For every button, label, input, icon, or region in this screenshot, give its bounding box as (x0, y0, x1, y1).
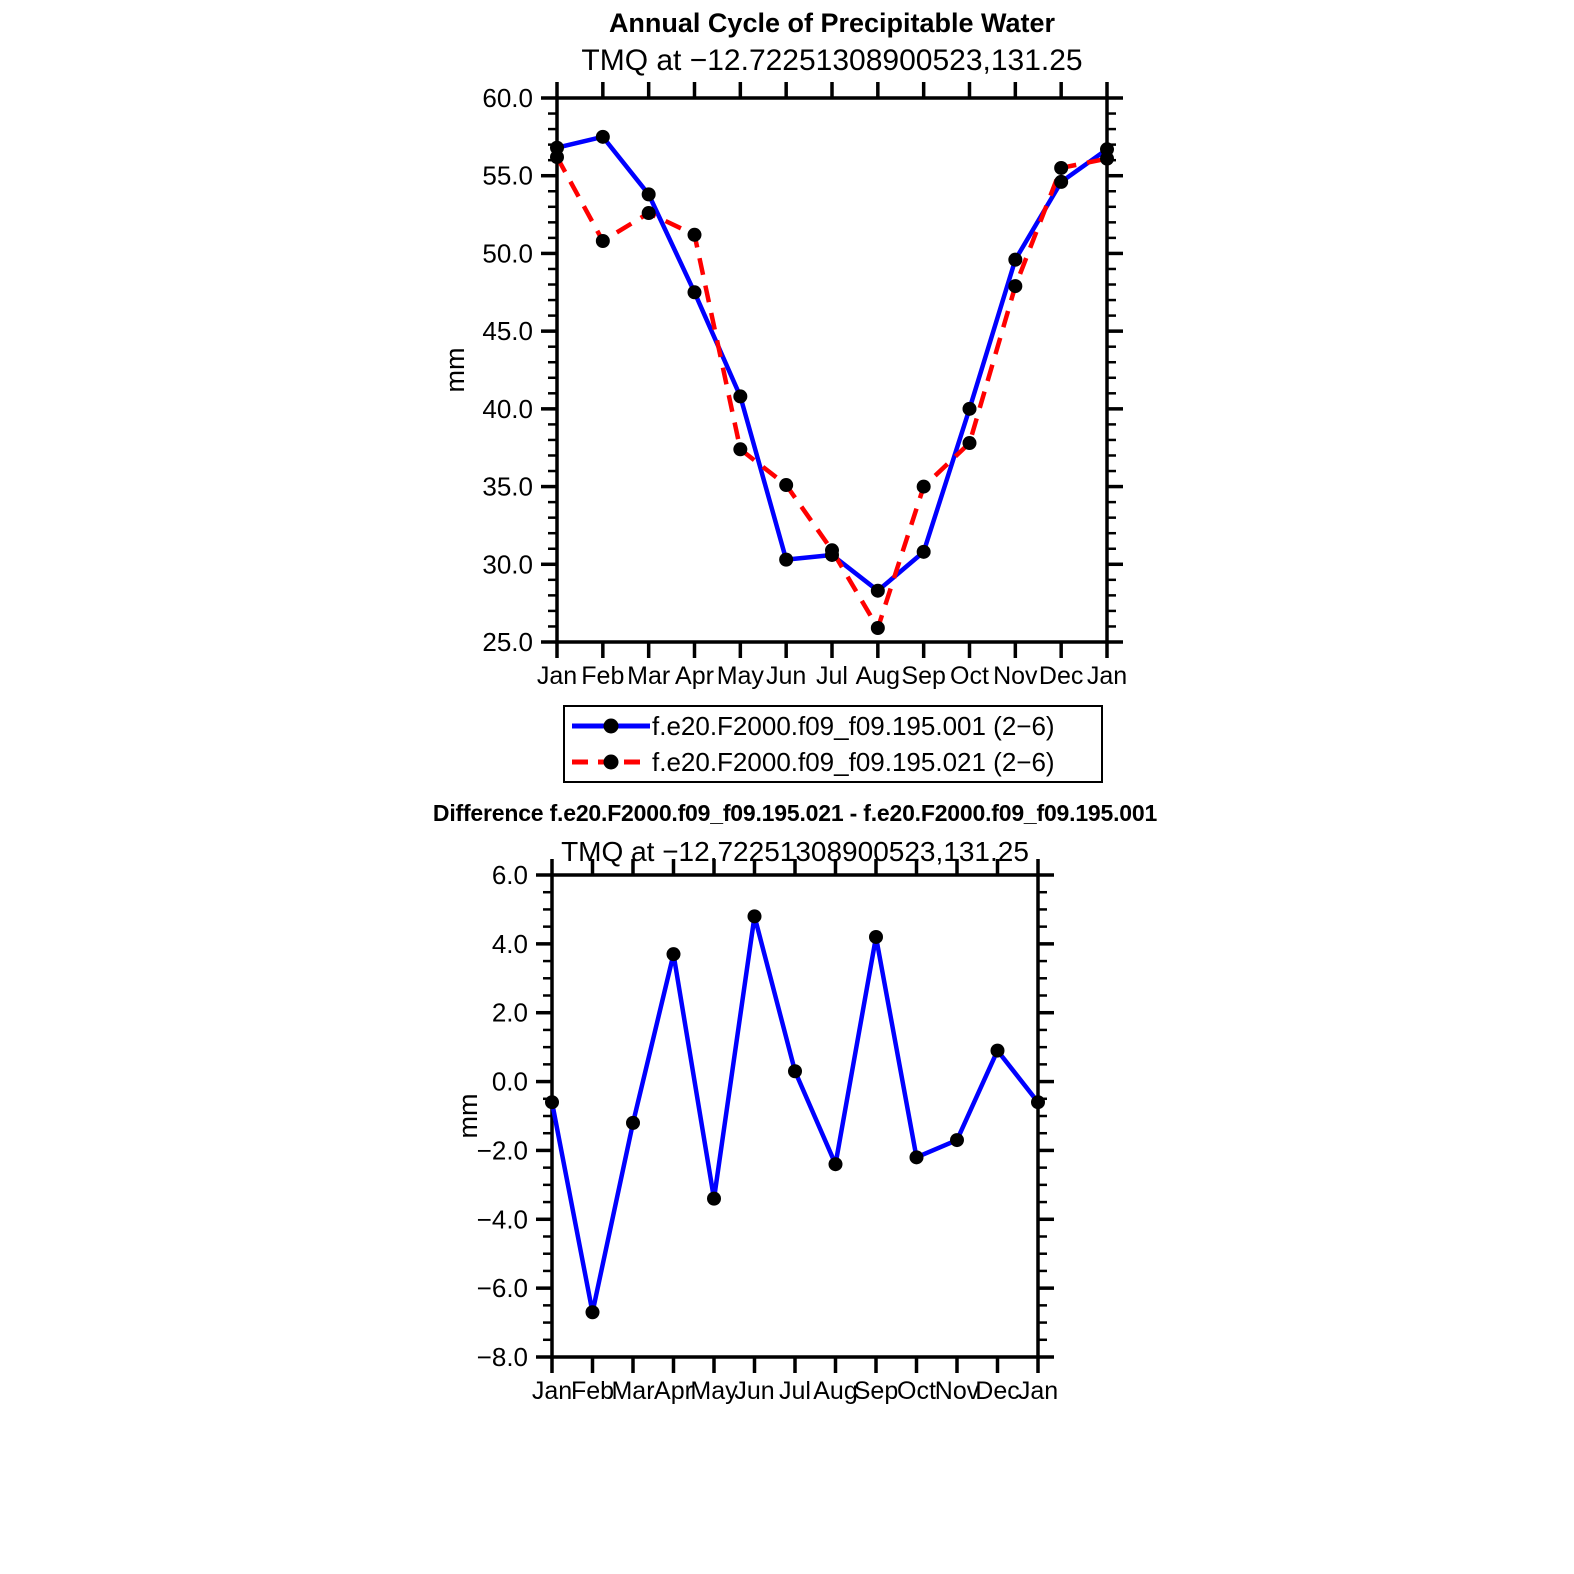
data-point-marker (596, 234, 610, 248)
x-tick-label: Feb (581, 662, 625, 690)
legend-dashed-line-sample (570, 753, 652, 771)
chart2-y-axis-label: mm (453, 1093, 483, 1139)
data-point-marker (596, 130, 610, 144)
x-tick-label: Jul (779, 1377, 811, 1405)
x-tick-label: Feb (570, 1377, 615, 1405)
data-point-marker (642, 187, 656, 201)
data-point-marker (1054, 161, 1068, 175)
data-point-marker (707, 1192, 721, 1206)
chart1-y-axis-label: mm (440, 347, 470, 393)
chart1-series-line-0 (557, 137, 1107, 591)
legend-item-series1 (570, 709, 1101, 743)
y-tick-label: −2.0 (476, 1135, 528, 1166)
data-point-marker (917, 480, 931, 494)
x-tick-label: Jul (816, 662, 848, 690)
x-tick-label: Oct (950, 662, 989, 690)
data-point-marker (991, 1044, 1005, 1058)
data-point-marker (1008, 253, 1022, 267)
data-point-marker (829, 1157, 843, 1171)
data-point-marker (545, 1095, 559, 1109)
y-tick-label: 55.0 (482, 160, 533, 191)
data-point-marker (550, 150, 564, 164)
data-point-marker (586, 1305, 600, 1319)
data-point-marker (733, 442, 747, 456)
data-point-marker (733, 389, 747, 403)
x-tick-label: Apr (675, 662, 714, 690)
x-tick-label: Jan (1086, 662, 1128, 690)
x-tick-label: Sep (853, 1377, 899, 1405)
data-point-marker (788, 1064, 802, 1078)
x-tick-label: Mar (627, 662, 671, 690)
x-tick-label: Jun (734, 1377, 775, 1405)
x-tick-label: Apr (654, 1377, 693, 1405)
chart2-title: Difference f.e20.F2000.f09_f09.195.021 - f.e20.F2000.f09_f09.195.001 (432, 800, 1158, 826)
y-tick-label: 25.0 (482, 627, 533, 657)
y-tick-label: 50.0 (482, 238, 533, 269)
x-tick-label: Aug (855, 662, 901, 690)
data-point-marker (917, 545, 931, 559)
y-tick-label: −6.0 (476, 1273, 528, 1304)
y-tick-label: −4.0 (476, 1204, 528, 1235)
legend-item-series2 (570, 745, 1101, 779)
legend-label-series1: f.e20.F2000.f09_f09.195.001 (2−6) (652, 711, 1055, 741)
x-tick-label: Jan (531, 1377, 573, 1405)
data-point-marker (963, 402, 977, 416)
data-point-marker (779, 478, 793, 492)
x-tick-label: Aug (813, 1377, 858, 1405)
data-point-marker (1008, 279, 1022, 293)
x-tick-label: May (690, 1377, 738, 1405)
chart2-subtitle: TMQ at −12.72251308900523,131.25 (561, 836, 1029, 867)
y-tick-label: 40.0 (482, 393, 533, 424)
data-point-marker (950, 1133, 964, 1147)
legend-label-series2: f.e20.F2000.f09_f09.195.021 (2−6) (652, 747, 1055, 777)
legend-solid-line-sample (570, 717, 652, 735)
y-tick-label: 2.0 (491, 997, 528, 1028)
data-point-marker (910, 1150, 924, 1164)
data-point-marker (688, 228, 702, 242)
data-point-marker (871, 584, 885, 598)
y-tick-label: 0.0 (491, 1066, 528, 1097)
y-tick-label: 6.0 (491, 860, 528, 890)
legend-box (563, 705, 1103, 783)
data-point-marker (642, 206, 656, 220)
data-point-marker (825, 543, 839, 557)
x-tick-label: Mar (611, 1377, 655, 1405)
chart1-title: Annual Cycle of Precipitable Water (608, 8, 1056, 38)
x-tick-label: Jan (536, 662, 578, 690)
data-point-marker (963, 436, 977, 450)
y-tick-label: 60.0 (482, 83, 533, 113)
chart2-frame (552, 875, 1038, 1357)
chart2-series-line-0 (552, 916, 1038, 1312)
x-tick-label: Dec (975, 1377, 1020, 1405)
data-point-marker (871, 621, 885, 635)
y-tick-label: 30.0 (482, 549, 533, 580)
x-tick-label: Oct (897, 1377, 936, 1405)
data-point-marker (1031, 1095, 1045, 1109)
x-tick-label: Sep (901, 662, 946, 690)
x-tick-label: May (716, 662, 764, 690)
data-point-marker (748, 909, 762, 923)
data-point-marker (779, 553, 793, 567)
y-tick-label: −8.0 (476, 1342, 528, 1372)
data-point-marker (688, 285, 702, 299)
y-tick-label: 35.0 (482, 471, 533, 502)
x-tick-label: Nov (934, 1377, 980, 1405)
y-tick-label: 45.0 (482, 316, 533, 347)
data-point-marker (869, 930, 883, 944)
x-tick-label: Nov (993, 662, 1038, 690)
data-point-marker (1054, 175, 1068, 189)
data-point-marker (1100, 152, 1114, 166)
data-point-marker (626, 1116, 640, 1130)
y-tick-label: 4.0 (491, 928, 528, 959)
data-point-marker (667, 947, 681, 961)
x-tick-label: Jun (766, 662, 807, 690)
x-tick-label: Jan (1017, 1377, 1059, 1405)
x-tick-label: Dec (1038, 662, 1084, 690)
chart1-subtitle: TMQ at −12.72251308900523,131.25 (581, 44, 1083, 77)
